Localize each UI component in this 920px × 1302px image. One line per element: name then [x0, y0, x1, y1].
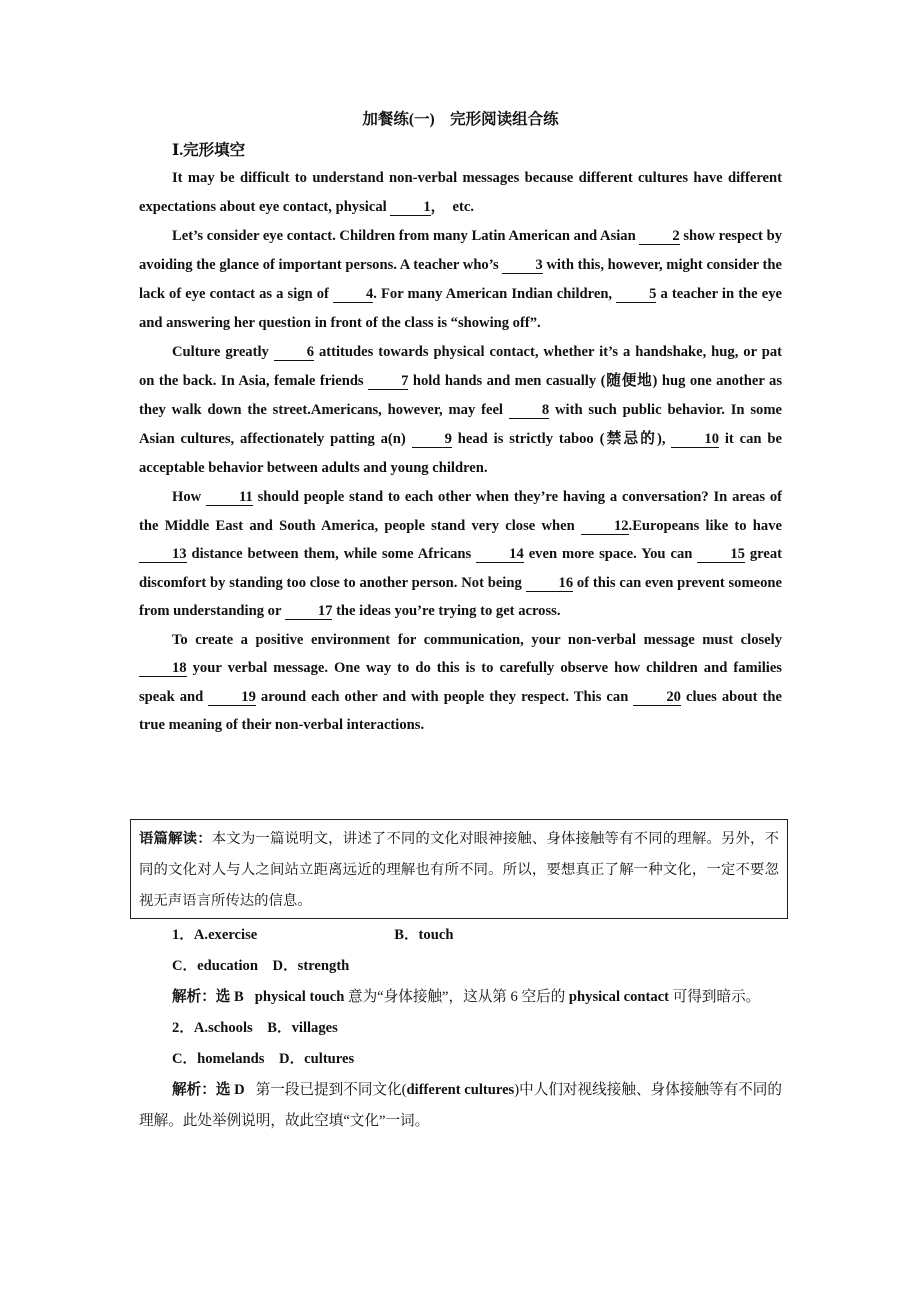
question-1-options-cd: C．education D．strength — [172, 958, 350, 974]
page-title: 加餐练(一) 完形阅读组合练 — [362, 111, 559, 128]
blank-5[interactable]: 5 — [616, 287, 656, 303]
question-2-analysis: 解析：选 D 第一段已提到不同文化(different cultures)中人们对视线接触、身体接触等有不同的理解。此处举例说明，故此空填“文化”一词。 — [139, 1082, 782, 1129]
question-1-options-ab: 1．A.exercise B．touch — [172, 927, 454, 943]
passage-paragraph-1: It may be difficult to understand non-verbal messages because different cultures have different expectations about eye contact, physical 1， etc. — [139, 170, 782, 215]
blank-15[interactable]: 15 — [697, 547, 745, 563]
blank-17[interactable]: 17 — [285, 604, 333, 620]
blank-19[interactable]: 19 — [208, 690, 256, 706]
section-heading: Ⅰ.完形填空 — [172, 142, 246, 159]
blank-3[interactable]: 3 — [502, 258, 542, 274]
blank-16[interactable]: 16 — [526, 576, 574, 592]
blank-10[interactable]: 10 — [671, 432, 719, 448]
blank-9[interactable]: 9 — [412, 432, 452, 448]
blank-13[interactable]: 13 — [139, 547, 187, 563]
summary-text: 语篇解读：本文为一篇说明文，讲述了不同的文化对眼神接触、身体接触等有不同的理解。另外，不同的文化对人与人之间站立距离远近的理解也有所不同。所以，要想真正了解一种文化，一定不要忽视无声语言所传达的信息。 — [139, 831, 779, 909]
blank-1[interactable]: 1 — [390, 200, 430, 216]
blank-6[interactable]: 6 — [274, 345, 314, 361]
blank-7[interactable]: 7 — [368, 374, 408, 390]
blank-18[interactable]: 18 — [139, 661, 187, 677]
question-2-options-ab: 2．A.schools B．villages — [172, 1020, 338, 1036]
document-body — [139, 108, 782, 740]
question-2-options-cd: C．homelands D．cultures — [172, 1051, 355, 1067]
blank-4[interactable]: 4 — [333, 287, 373, 303]
answers-section — [139, 920, 782, 1137]
passage-paragraph-3: Culture greatly 6 attitudes towards physical contact, whether it’s a handshake, hug, or pat on the back. In Asia, female friends 7 hold hands and men casually (随便地) hug one another as they walk down the street.Americans, however, may feel 8 with such public behavior. In some Asian cultures, affectionately patting a(n) 9 head is strictly taboo (禁忌的), 10 it can be acceptable behavior between adults and young children. — [139, 344, 783, 476]
blank-20[interactable]: 20 — [633, 690, 681, 706]
blank-2[interactable]: 2 — [639, 229, 679, 245]
passage-paragraph-2: Let’s consider eye contact. Children from many Latin American and Asian 2 show respect by avoiding the glance of important persons. A teacher who’s 3 with this, however, might consider the lack of eye contact as a sign of 4. For many American Indian children, 5 a teacher in the eye and answering her question in front of the class is “showing off”. — [139, 228, 783, 331]
blank-12[interactable]: 12 — [581, 519, 629, 535]
passage-paragraph-5: To create a positive environment for communication, your non-verbal message must closely 18 your verbal message. One way to do this is to carefully observe how children and families speak and 19 around each other and with people they respect. This can 20 clues about the true meaning of their non-verbal interactions. — [139, 631, 783, 733]
question-1-analysis: 解析：选 B physical touch 意为“身体接触”，这从第 6 空后的 physical contact 可得到暗示。 — [172, 989, 761, 1005]
blank-14[interactable]: 14 — [476, 547, 524, 563]
passage-paragraph-4: How 11 should people stand to each other when they’re having a conversation? In areas of the Middle East and South America, people stand very close when 12.Europeans like to have 13 distance between them, while some Africans 14 even more space. You can 15 great discomfort by standing too close to another person. Not being 16 of this can even prevent someone from understanding or 17 the ideas you’re trying to get across. — [139, 489, 782, 619]
blank-8[interactable]: 8 — [509, 403, 549, 419]
blank-11[interactable]: 11 — [206, 490, 253, 506]
summary-box — [130, 819, 788, 919]
summary-label: 语篇解读： — [139, 831, 212, 847]
